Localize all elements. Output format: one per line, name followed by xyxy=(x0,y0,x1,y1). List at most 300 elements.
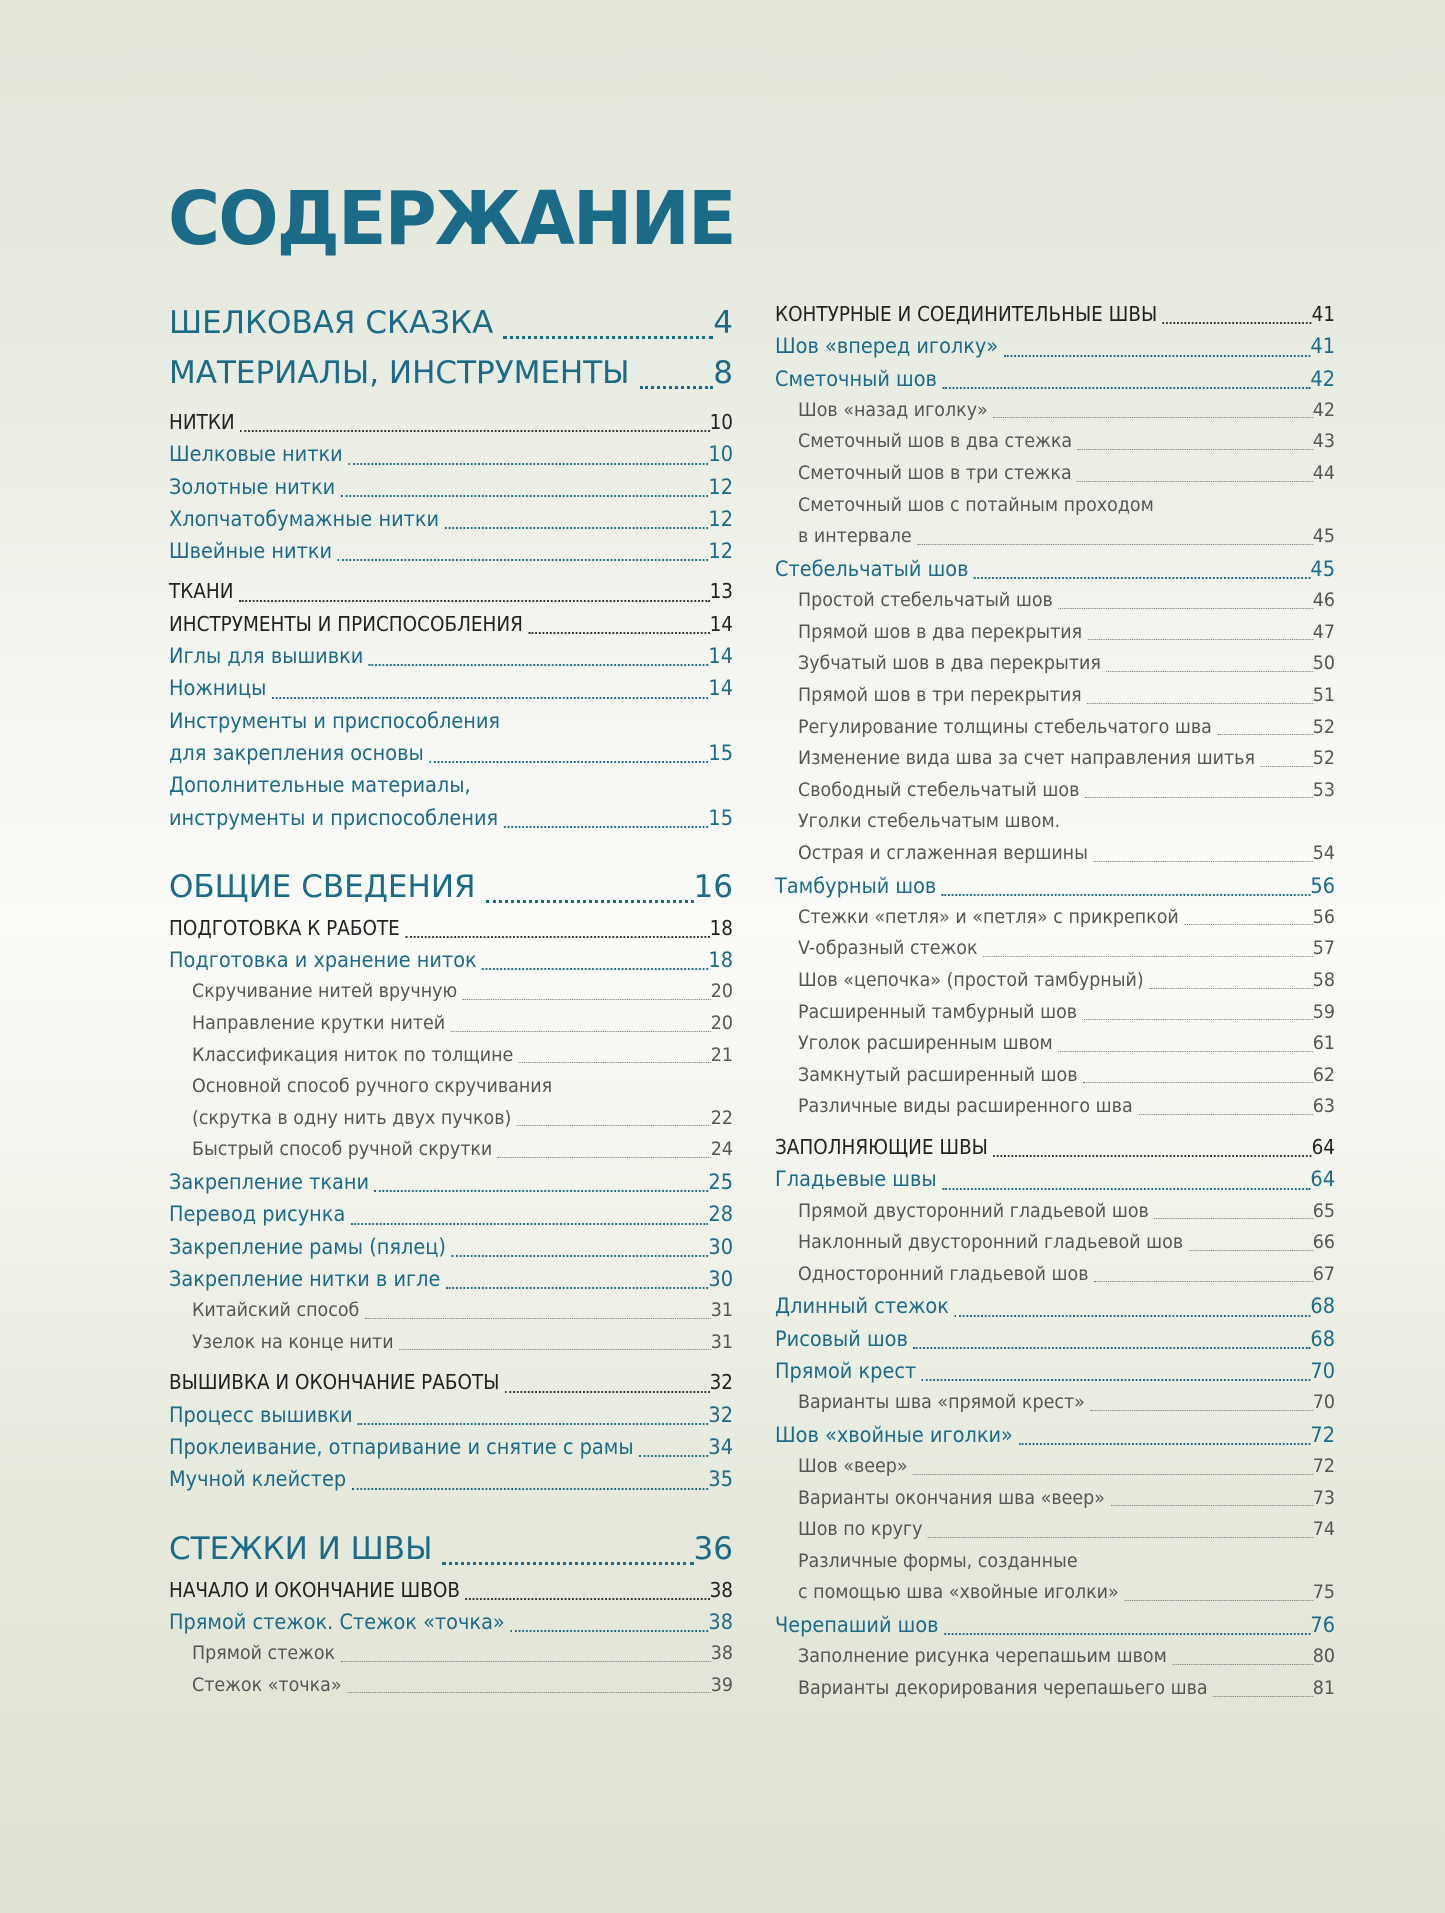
dot-leader xyxy=(429,761,708,763)
toc-entry-page: 64 xyxy=(1310,1167,1336,1192)
toc-entry xyxy=(169,1166,733,1198)
toc-entry-title: Подготовка и хранение ниток xyxy=(169,948,477,973)
toc-entry-page: 12 xyxy=(708,539,734,564)
toc-entry xyxy=(775,1609,1335,1641)
dot-leader xyxy=(993,1155,1311,1157)
toc-entry-page: 14 xyxy=(708,644,734,669)
dot-leader xyxy=(944,1633,1310,1635)
toc-entry xyxy=(775,363,1335,395)
toc-entry-title: Скручивание нитей вручную xyxy=(192,980,458,1003)
dot-leader xyxy=(347,1692,711,1693)
toc-entry xyxy=(169,640,733,672)
toc-entry xyxy=(169,1431,733,1463)
dot-leader xyxy=(1077,481,1313,482)
toc-entry-page: 52 xyxy=(1312,715,1336,738)
toc-entry xyxy=(169,1295,733,1327)
dot-leader xyxy=(1124,1600,1313,1601)
toc-entry-page: 25 xyxy=(708,1170,734,1195)
dot-leader xyxy=(510,1630,708,1632)
toc-entry xyxy=(169,1638,733,1670)
toc-entry xyxy=(169,298,733,348)
dot-leader xyxy=(351,1223,709,1225)
toc-entry-title: Процесс вышивки xyxy=(169,1402,353,1427)
toc-entry xyxy=(775,775,1335,807)
toc-entry-page: 14 xyxy=(708,676,734,701)
dot-leader xyxy=(1184,924,1312,925)
dot-leader xyxy=(272,697,709,699)
toc-entry-page: 68 xyxy=(1310,1326,1336,1351)
toc-entry-page: 28 xyxy=(708,1202,734,1227)
dot-leader xyxy=(1078,449,1313,450)
toc-entry-title: Уголки стебельчатым швом. xyxy=(798,810,1061,833)
toc-entry-title: Хлопчатобумажные нитки xyxy=(169,506,440,531)
toc-entry xyxy=(169,1399,733,1431)
toc-entry xyxy=(169,705,733,737)
toc-entry-page: 13 xyxy=(709,579,734,604)
dot-leader xyxy=(942,1188,1310,1190)
dot-leader xyxy=(338,559,709,561)
toc-entry-title: Дополнительные материалы, xyxy=(169,773,471,798)
dot-leader xyxy=(942,387,1310,389)
dot-leader xyxy=(375,1190,709,1192)
toc-entry-title: Варианты шва «прямой крест» xyxy=(798,1391,1085,1414)
toc-entry-title: Расширенный тамбурный шов xyxy=(798,1000,1078,1023)
toc-entry-page: 15 xyxy=(708,740,734,765)
toc-entry-page: 30 xyxy=(708,1266,734,1291)
toc-entry xyxy=(775,1290,1335,1322)
dot-leader xyxy=(913,1474,1313,1475)
dot-leader xyxy=(519,1062,711,1063)
toc-entry-title: ШЕЛКОВАЯ СКАЗКА xyxy=(169,305,494,341)
toc-entry-page: 72 xyxy=(1312,1455,1336,1478)
toc-entry-title: Направление крутки нитей xyxy=(192,1012,446,1035)
dot-leader xyxy=(1093,861,1312,862)
toc-entry-title: НАЧАЛО И ОКОНЧАНИЕ ШВОВ xyxy=(169,1577,460,1602)
dot-leader xyxy=(352,1488,709,1490)
toc-entry-title: Основной способ ручного скручивания xyxy=(192,1075,553,1098)
toc-entry-title: Прямой стежок. Стежок «точка» xyxy=(169,1609,505,1634)
toc-entry-page: 39 xyxy=(710,1673,734,1696)
toc-entry-title: Свободный стебельчатый шов xyxy=(798,778,1080,801)
toc-entry-title: в интервале xyxy=(798,525,912,548)
dot-leader xyxy=(405,936,709,938)
toc-entry xyxy=(775,997,1335,1029)
toc-entry xyxy=(169,944,733,976)
toc-entry xyxy=(169,608,733,640)
toc-entry-page: 54 xyxy=(1312,841,1336,864)
dot-leader xyxy=(528,632,709,634)
toc-entry-page: 20 xyxy=(710,980,734,1003)
toc-entry-page: 41 xyxy=(1311,302,1336,326)
toc-entry xyxy=(775,1514,1335,1546)
dot-leader xyxy=(1163,322,1312,324)
toc-entry-title: Стежок «точка» xyxy=(192,1673,342,1696)
toc-entry-title: ВЫШИВКА И ОКОНЧАНИЕ РАБОТЫ xyxy=(169,1370,500,1395)
toc-entry xyxy=(775,426,1335,458)
toc-entry-page: 12 xyxy=(708,474,734,499)
toc-entry-title: Сметочный шов xyxy=(775,366,937,391)
toc-entry-page: 41 xyxy=(1310,334,1336,359)
toc-entry-title: с помощью шва «хвойные иголки» xyxy=(798,1581,1119,1604)
dot-leader xyxy=(486,900,694,903)
toc-entry-page: 35 xyxy=(708,1467,734,1492)
toc-entry-page: 59 xyxy=(1312,1000,1336,1023)
toc-entry-page: 16 xyxy=(693,868,733,905)
toc-entry-title: Зубчатый шов в два перекрытия xyxy=(798,652,1101,675)
toc-entry xyxy=(775,1641,1335,1673)
toc-entry-page: 63 xyxy=(1312,1095,1336,1118)
toc-entry xyxy=(169,1327,733,1359)
toc-entry xyxy=(775,1577,1335,1609)
dot-leader xyxy=(451,1255,708,1257)
dot-leader xyxy=(983,956,1313,957)
toc-entry xyxy=(169,769,733,801)
toc-entry xyxy=(775,680,1335,712)
toc-entry xyxy=(169,348,733,398)
toc-entry-title: НИТКИ xyxy=(169,410,235,434)
dot-leader xyxy=(442,1562,693,1565)
toc-entry xyxy=(169,802,733,834)
toc-entry xyxy=(775,933,1335,965)
dot-leader xyxy=(1090,1410,1312,1411)
toc-entry-page: 42 xyxy=(1310,366,1336,391)
dot-leader xyxy=(1083,1082,1313,1083)
toc-entry-page: 38 xyxy=(710,1642,734,1665)
toc-entry-page: 24 xyxy=(710,1138,734,1161)
toc-entry xyxy=(169,1670,733,1702)
toc-entry-title: Шелковые нитки xyxy=(169,442,343,467)
toc-entry-page: 70 xyxy=(1312,1391,1336,1414)
toc-entry-page: 73 xyxy=(1312,1486,1336,1509)
toc-entry xyxy=(169,672,733,704)
toc-entry xyxy=(169,1103,733,1135)
toc-entry-title: Золотные нитки xyxy=(169,474,336,499)
toc-entry-title: Закрепление ткани xyxy=(169,1170,370,1195)
toc-entry-title: V-образный стежок xyxy=(798,937,978,960)
dot-leader xyxy=(348,463,708,465)
toc-entry xyxy=(775,648,1335,680)
toc-entry xyxy=(775,1387,1335,1419)
toc-entry-title: ЗАПОЛНЯЮЩИЕ ШВЫ xyxy=(775,1134,988,1159)
toc-entry xyxy=(169,1574,733,1606)
toc-entry-page: 36 xyxy=(693,1530,733,1567)
toc-entry-page: 58 xyxy=(1312,968,1336,991)
toc-entry xyxy=(775,1259,1335,1291)
toc-entry-title: Закрепление рамы (пялец) xyxy=(169,1234,446,1259)
toc-entry-page: 21 xyxy=(710,1043,734,1066)
dot-leader xyxy=(358,1423,708,1425)
dot-leader xyxy=(504,826,709,828)
toc-entry-title: ТКАНИ xyxy=(169,579,234,604)
toc-entry-title: инструменты и приспособления xyxy=(169,805,499,830)
toc-entry-title: Шов «хвойные иголки» xyxy=(775,1422,1013,1447)
toc-entry-title: Стебельчатый шов xyxy=(775,556,969,581)
dot-leader xyxy=(1004,355,1311,357)
toc-entry-title: СТЕЖКИ И ШВЫ xyxy=(169,1530,433,1567)
dot-leader xyxy=(1083,1019,1313,1020)
toc-entry xyxy=(775,1028,1335,1060)
toc-entry xyxy=(775,1060,1335,1092)
dot-leader xyxy=(1106,671,1312,672)
toc-entry-page: 52 xyxy=(1312,747,1336,770)
toc-entry-page: 38 xyxy=(708,1609,734,1634)
toc-entry-title: ОБЩИЕ СВЕДЕНИЯ xyxy=(169,868,476,905)
dot-leader xyxy=(445,527,709,529)
toc-entry xyxy=(775,1323,1335,1355)
toc-entry-page: 56 xyxy=(1310,873,1336,898)
toc-entry-title: Простой стебельчатый шов xyxy=(798,589,1053,612)
toc-entry-title: Шов «назад иголку» xyxy=(798,398,988,421)
dot-leader xyxy=(913,1347,1310,1349)
toc-entry xyxy=(775,1355,1335,1387)
toc-entry-title: Сметочный шов с потайным проходом xyxy=(798,493,1154,516)
toc-entry-title: Инструменты и приспособления xyxy=(169,708,501,733)
toc-entry xyxy=(775,743,1335,775)
toc-entry-page: 42 xyxy=(1312,398,1336,421)
dot-leader xyxy=(365,1318,711,1319)
toc-entry-title: Длинный стежок xyxy=(775,1294,949,1319)
toc-right-column xyxy=(775,298,1335,1705)
toc-entry xyxy=(775,965,1335,997)
toc-entry-title: Китайский способ xyxy=(192,1299,360,1322)
toc-entry-title: Заполнение рисунка черепашьим швом xyxy=(798,1645,1167,1668)
toc-entry-page: 62 xyxy=(1312,1063,1336,1086)
toc-entry-title: Ножницы xyxy=(169,676,267,701)
toc-entry-page: 67 xyxy=(1312,1262,1336,1285)
toc-entry-title: Мучной клейстер xyxy=(169,1467,347,1492)
dot-leader xyxy=(1058,1051,1313,1052)
dot-leader xyxy=(639,1455,708,1457)
toc-entry-title: Перевод рисунка xyxy=(169,1202,346,1227)
dot-leader xyxy=(1138,1114,1313,1115)
dot-leader xyxy=(369,664,709,666)
toc-entry-title: Прямой шов в два перекрытия xyxy=(798,620,1083,643)
toc-entry xyxy=(169,1263,733,1295)
toc-entry xyxy=(169,1198,733,1230)
toc-entry-title: Классификация ниток по толщине xyxy=(192,1043,514,1066)
toc-entry xyxy=(169,1040,733,1072)
dot-leader xyxy=(1261,766,1313,767)
toc-entry-page: 4 xyxy=(713,305,733,341)
toc-entry xyxy=(775,1419,1335,1451)
toc-entry-page: 34 xyxy=(708,1434,734,1459)
toc-entry xyxy=(775,1091,1335,1123)
toc-entry-title: КОНТУРНЫЕ И СОЕДИНИТЕЛЬНЫЕ ШВЫ xyxy=(775,302,1158,326)
toc-entry-title: ИНСТРУМЕНТЫ И ПРИСПОСОБЛЕНИЯ xyxy=(169,611,523,636)
toc-entry xyxy=(775,1131,1335,1163)
dot-leader xyxy=(1149,988,1313,989)
toc-entry-page: 53 xyxy=(1312,778,1336,801)
toc-entry-title: Иглы для вышивки xyxy=(169,644,364,669)
toc-entry-title: Швейные нитки xyxy=(169,539,333,564)
toc-entry-page: 70 xyxy=(1310,1358,1336,1383)
toc-entry-page: 81 xyxy=(1312,1676,1336,1699)
toc-entry-page: 80 xyxy=(1312,1645,1336,1668)
toc-entry xyxy=(169,1008,733,1040)
toc-entry-title: Узелок на конце нити xyxy=(192,1330,394,1353)
toc-entry-title: (скрутка в одну нить двух пучков) xyxy=(192,1106,512,1129)
toc-entry-page: 31 xyxy=(710,1299,734,1322)
toc-entry xyxy=(169,1134,733,1166)
toc-entry-title: Шов «вперед иголку» xyxy=(775,334,999,359)
toc-entry xyxy=(775,585,1335,617)
toc-entry xyxy=(775,838,1335,870)
toc-entry xyxy=(775,521,1335,553)
toc-entry xyxy=(775,902,1335,934)
dot-leader xyxy=(928,1537,1313,1538)
toc-entry-title: Регулирование толщины стебельчатого шва xyxy=(798,715,1212,738)
dot-leader xyxy=(1189,1250,1313,1251)
toc-entry xyxy=(169,1071,733,1103)
toc-entry-page: 12 xyxy=(708,506,734,531)
toc-entry xyxy=(775,617,1335,649)
toc-entry-title: Различные формы, созданные xyxy=(798,1549,1078,1572)
dot-leader xyxy=(463,999,711,1000)
toc-entry-page: 66 xyxy=(1312,1231,1336,1254)
toc-entry-page: 44 xyxy=(1312,462,1336,485)
toc-entry-title: Односторонний гладьевой шов xyxy=(798,1262,1089,1285)
toc-entry-page: 50 xyxy=(1312,652,1336,675)
toc-entry-page: 10 xyxy=(708,442,734,467)
toc-entry xyxy=(169,535,733,567)
dot-leader xyxy=(1088,639,1313,640)
toc-entry xyxy=(169,438,733,470)
dot-leader xyxy=(1087,703,1313,704)
toc-entry xyxy=(169,1606,733,1638)
dot-leader xyxy=(954,1315,1310,1317)
toc-entry xyxy=(169,862,733,912)
toc-entry xyxy=(775,1546,1335,1578)
toc-entry xyxy=(775,1451,1335,1483)
toc-entry-title: Шов по кругу xyxy=(798,1518,923,1541)
toc-entry-title: Прямой крест xyxy=(775,1358,917,1383)
toc-entry-page: 32 xyxy=(709,1370,734,1395)
toc-entry xyxy=(775,1483,1335,1515)
toc-entry-title: Варианты декорирования черепашьего шва xyxy=(798,1676,1208,1699)
toc-entry-page: 18 xyxy=(709,915,734,940)
toc-entry xyxy=(775,870,1335,902)
toc-entry xyxy=(775,712,1335,744)
toc-entry-title: Гладьевые швы xyxy=(775,1167,937,1192)
toc-entry-title: Черепаший шов xyxy=(775,1613,939,1638)
dot-leader xyxy=(993,417,1312,418)
dot-leader xyxy=(498,1157,711,1158)
toc-entry-title: Различные виды расширенного шва xyxy=(798,1095,1133,1118)
page-title: СОДЕРЖАНИЕ xyxy=(168,176,735,262)
toc-entry-title: Сметочный шов в три стежка xyxy=(798,462,1072,485)
toc-entry-title: Шов «веер» xyxy=(798,1455,908,1478)
toc-entry-page: 22 xyxy=(710,1106,734,1129)
toc-entry-page: 65 xyxy=(1312,1199,1336,1222)
toc-entry xyxy=(775,490,1335,522)
dot-leader xyxy=(942,894,1311,896)
dot-leader xyxy=(922,1379,1311,1381)
toc-entry-title: Острая и сглаженная вершины xyxy=(798,841,1088,864)
toc-entry-title: Изменение вида шва за счет направления шитья xyxy=(798,747,1255,770)
toc-entry-page: 18 xyxy=(708,948,734,973)
dot-leader xyxy=(517,1125,711,1126)
dot-leader xyxy=(239,600,710,602)
toc-entry-title: МАТЕРИАЛЫ, ИНСТРУМЕНТЫ xyxy=(169,355,630,391)
dot-leader xyxy=(974,577,1310,579)
toc-entry-title: Стежки «петля» и «петля» с прикрепкой xyxy=(798,905,1179,928)
toc-entry-title: ПОДГОТОВКА К РАБОТЕ xyxy=(169,915,400,940)
toc-entry-page: 45 xyxy=(1312,525,1336,548)
toc-entry-page: 20 xyxy=(710,1012,734,1035)
toc-entry-title: для закрепления основы xyxy=(169,740,424,765)
toc-entry-page: 61 xyxy=(1312,1032,1336,1055)
dot-leader xyxy=(341,1661,711,1662)
toc-entry-page: 68 xyxy=(1310,1294,1336,1319)
toc-entry xyxy=(169,976,733,1008)
toc-entry xyxy=(775,1163,1335,1195)
toc-entry-page: 14 xyxy=(709,611,734,636)
toc-entry-page: 51 xyxy=(1312,683,1336,706)
dot-leader xyxy=(1213,1696,1313,1697)
toc-entry-page: 75 xyxy=(1312,1581,1336,1604)
toc-entry-page: 38 xyxy=(709,1577,734,1602)
dot-leader xyxy=(503,336,713,339)
toc-entry xyxy=(169,1231,733,1263)
toc-entry xyxy=(775,806,1335,838)
dot-leader xyxy=(341,495,709,497)
dot-leader xyxy=(451,1031,711,1032)
toc-entry xyxy=(775,395,1335,427)
toc-entry-page: 57 xyxy=(1312,937,1336,960)
dot-leader xyxy=(1154,1218,1312,1219)
toc-entry xyxy=(775,1196,1335,1228)
toc-entry-page: 32 xyxy=(708,1402,734,1427)
toc-entry xyxy=(169,575,733,607)
toc-entry-page: 30 xyxy=(708,1234,734,1259)
toc-entry-page: 45 xyxy=(1310,556,1336,581)
toc-left-column xyxy=(169,298,733,1701)
toc-entry xyxy=(169,471,733,503)
dot-leader xyxy=(1018,1443,1310,1445)
dot-leader xyxy=(1094,1281,1313,1282)
toc-entry-page: 64 xyxy=(1311,1134,1336,1159)
toc-entry-page: 31 xyxy=(710,1330,734,1353)
toc-entry xyxy=(775,553,1335,585)
toc-entry-page: 10 xyxy=(709,410,734,434)
toc-entry-page: 46 xyxy=(1312,589,1336,612)
toc-entry-page: 74 xyxy=(1312,1518,1336,1541)
toc-entry xyxy=(775,298,1335,330)
toc-entry xyxy=(169,1366,733,1398)
dot-leader xyxy=(1172,1664,1312,1665)
toc-entry-title: Закрепление нитки в игле xyxy=(169,1266,441,1291)
toc-entry-title: Быстрый способ ручной скрутки xyxy=(192,1138,493,1161)
dot-leader xyxy=(640,386,714,389)
toc-entry xyxy=(169,1463,733,1495)
toc-entry xyxy=(169,1524,733,1574)
toc-entry xyxy=(169,912,733,944)
toc-entry-title: Прямой стежок xyxy=(192,1642,336,1665)
toc-entry-page: 43 xyxy=(1312,430,1336,453)
toc-entry xyxy=(775,458,1335,490)
toc-entry-page: 76 xyxy=(1310,1613,1336,1638)
toc-entry-title: Уголок расширенным швом xyxy=(798,1032,1053,1055)
toc-entry-title: Рисовый шов xyxy=(775,1326,908,1351)
toc-entry xyxy=(775,1673,1335,1705)
toc-entry xyxy=(169,737,733,769)
toc-entry-title: Прямой шов в три перекрытия xyxy=(798,683,1082,706)
toc-entry-title: Шов «цепочка» (простой тамбурный) xyxy=(798,968,1144,991)
dot-leader xyxy=(465,1598,709,1600)
dot-leader xyxy=(1110,1505,1312,1506)
toc-entry xyxy=(169,503,733,535)
toc-entry-title: Замкнутый расширенный шов xyxy=(798,1063,1078,1086)
